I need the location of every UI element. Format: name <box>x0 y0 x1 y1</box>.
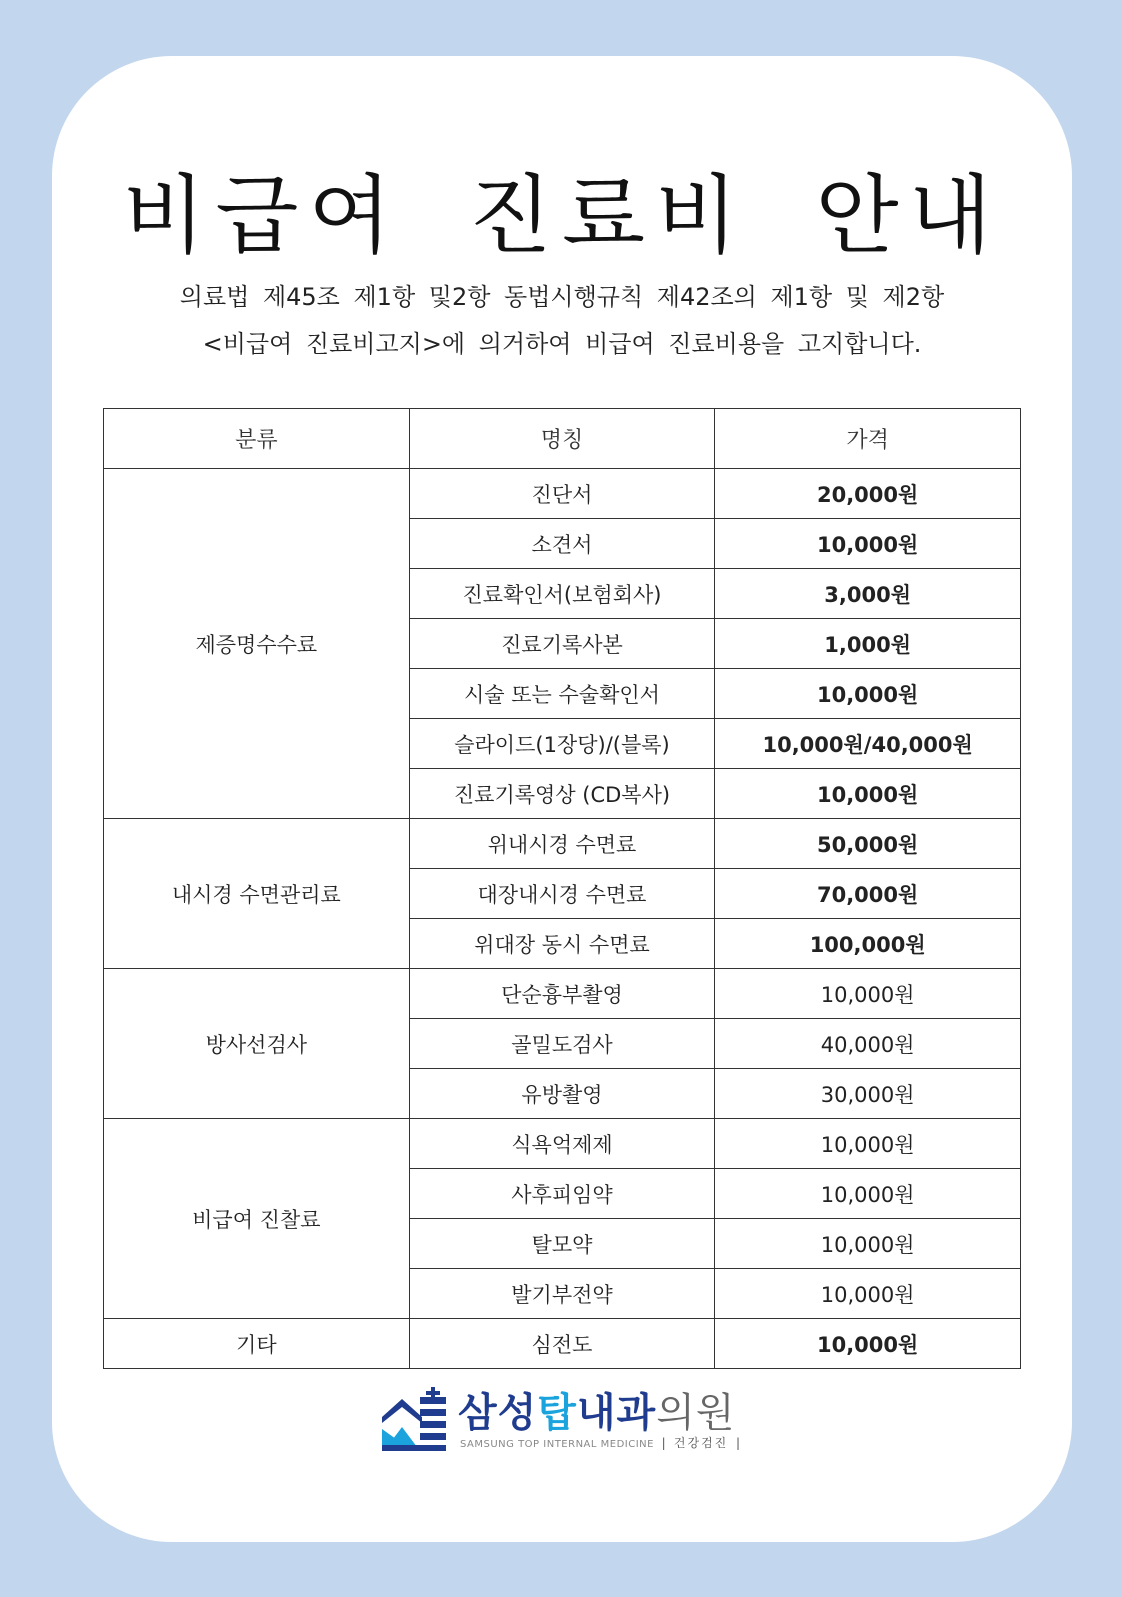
item-name: 심전도 <box>409 1319 715 1369</box>
category-cell: 비급여 진찰료 <box>104 1119 410 1319</box>
item-price: 1,000원 <box>715 619 1021 669</box>
category-cell: 제증명수수료 <box>104 469 410 819</box>
table-row <box>104 1119 1021 1169</box>
page-title: 비급여 진료비 안내 <box>122 166 1002 266</box>
item-price: 10,000원 <box>715 1169 1021 1219</box>
table-row <box>104 819 1021 869</box>
item-price: 10,000원 <box>715 1219 1021 1269</box>
item-name: 사후피임약 <box>409 1169 715 1219</box>
category-cell: 기타 <box>104 1319 410 1369</box>
header-category: 분류 <box>104 409 410 469</box>
item-price: 10,000원 <box>715 969 1021 1019</box>
item-name: 골밀도검사 <box>409 1019 715 1069</box>
table-row <box>104 1319 1021 1369</box>
item-price: 10,000원 <box>715 519 1021 569</box>
item-name: 시술 또는 수술확인서 <box>409 669 715 719</box>
table-header-row <box>104 409 1021 469</box>
item-price: 10,000원 <box>715 1319 1021 1369</box>
item-price: 10,000원/40,000원 <box>715 719 1021 769</box>
item-name: 진료확인서(보험회사) <box>409 569 715 619</box>
legal-notice <box>52 274 1072 368</box>
item-price: 30,000원 <box>715 1069 1021 1119</box>
item-price: 10,000원 <box>715 669 1021 719</box>
legal-notice-line-2: <비급여 진료비고지>에 의거하여 비급여 진료비용을 고지합니다. <box>202 330 922 358</box>
item-price: 50,000원 <box>715 819 1021 869</box>
item-name: 유방촬영 <box>409 1069 715 1119</box>
header-name: 명칭 <box>409 409 715 469</box>
item-price: 100,000원 <box>715 919 1021 969</box>
item-name: 진료기록사본 <box>409 619 715 669</box>
item-price: 10,000원 <box>715 769 1021 819</box>
item-name: 대장내시경 수면료 <box>409 869 715 919</box>
category-cell: 내시경 수면관리료 <box>104 819 410 969</box>
hospital-building-icon <box>382 1387 448 1451</box>
item-price: 40,000원 <box>715 1019 1021 1069</box>
clinic-tagline: SAMSUNG TOP INTERNAL MEDICINE | 건강검진 | <box>460 1436 741 1450</box>
table-row <box>104 469 1021 519</box>
clinic-logo <box>382 1381 762 1461</box>
item-name: 위내시경 수면료 <box>409 819 715 869</box>
item-name: 식욕억제제 <box>409 1119 715 1169</box>
header-price: 가격 <box>715 409 1021 469</box>
clinic-name: 삼성탑내과의원 <box>458 1390 736 1436</box>
fee-table <box>103 408 1021 1369</box>
item-price: 10,000원 <box>715 1269 1021 1319</box>
item-price: 70,000원 <box>715 869 1021 919</box>
table-row <box>104 969 1021 1019</box>
item-name: 진료기록영상 (CD복사) <box>409 769 715 819</box>
item-name: 단순흉부촬영 <box>409 969 715 1019</box>
item-name: 발기부전약 <box>409 1269 715 1319</box>
notice-card <box>52 56 1072 1542</box>
item-name: 위대장 동시 수면료 <box>409 919 715 969</box>
category-cell: 방사선검사 <box>104 969 410 1119</box>
item-name: 슬라이드(1장당)/(블록) <box>409 719 715 769</box>
item-price: 20,000원 <box>715 469 1021 519</box>
legal-notice-line-1: 의료법 제45조 제1항 및2항 동법시행규칙 제42조의 제1항 및 제2항 <box>179 283 945 311</box>
item-name: 소견서 <box>409 519 715 569</box>
item-price: 10,000원 <box>715 1119 1021 1169</box>
item-name: 탈모약 <box>409 1219 715 1269</box>
item-price: 3,000원 <box>715 569 1021 619</box>
item-name: 진단서 <box>409 469 715 519</box>
